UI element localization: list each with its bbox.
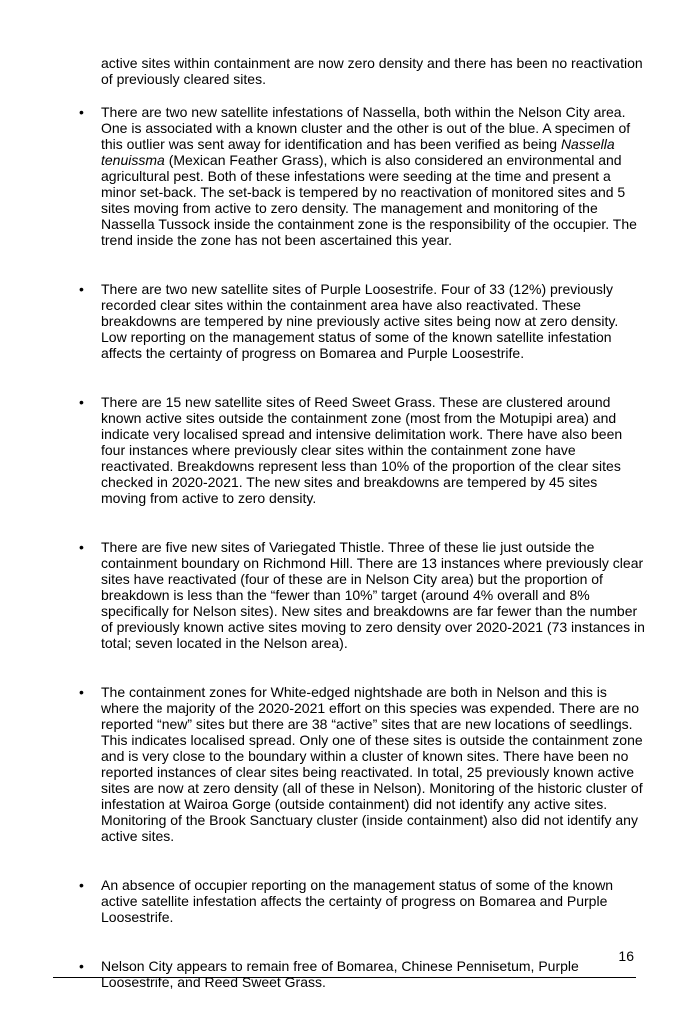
bullet-icon: • xyxy=(79,104,84,120)
list-item-text-part: An absence of occupier reporting on the management status of some of the known active satellite infestation affects the certainty of progress on Bomarea and Purple Loosestrife. xyxy=(101,877,614,925)
bullet-icon: • xyxy=(79,394,84,410)
list-item xyxy=(0,104,646,248)
list-item-text-part: The containment zones for White-edged nightshade are both in Nelson and this is where the majority of the 2020-2021 effort on this species was expended. There are no reported “new” sites but there are 38 “active” sites that are new locations of seedlings. This indicates localised spread. Only one of these sites is outside the containment zone and is very close to the boundary within a cluster of known sites. There have been no reported instances of clear sites being reactivated. In total, 25 previously known active sites are now at zero density (all of these in Nelson). Monitoring of the historic cluster of infestation at Wairoa Gorge (outside containment) did not identify any active sites. Monitoring of the Brook Sanctuary cluster (inside containment) also did not identify any active sites. xyxy=(101,684,643,844)
list-item-text xyxy=(101,539,646,651)
list-item-text-part: (Mexican Feather Grass), which is also considered an environmental and agricultural pest. Both of these infestations were seeding at the time and present a minor set-back. The set-back is tempered by no reactivation of monitored sites and 5 sites moving from active to zero density. The management and monitoring of the Nassella Tussock inside the containment zone is the responsibility of the occupier. The trend inside the zone has not been ascertained this year. xyxy=(101,152,637,248)
list-item-text-part: There are five new sites of Variegated Thistle. Three of these lie just outside the containment boundary on Richmond Hill. There are 13 instances where previously clear sites have reactivated (four of these are in Nelson City area) but the proportion of breakdown is less than the “fewer than 10%” target (around 4% overall and 8% specifically for Nelson sites). New sites and breakdowns are far fewer than the number of previously known active sites moving to zero density over 2020-2021 (73 instances in total; seven located in the Nelson area). xyxy=(101,539,645,651)
list-item-text xyxy=(101,104,646,248)
bullet-icon: • xyxy=(79,684,84,700)
list-item-text-part: There are two new satellite sites of Purple Loosestrife. Four of 33 (12%) previously recorded clear sites within the containment area have also reactivated. These breakdowns are tempered by nine previously active sites being now at zero density. Low reporting on the management status of some of the known satellite infestation affects the certainty of progress on Bomarea and Purple Loosestrife. xyxy=(101,281,619,361)
page-number: 16 xyxy=(618,948,634,964)
list-item xyxy=(0,684,646,844)
list-item xyxy=(0,394,646,506)
list-item-text xyxy=(101,877,646,925)
species-name: Nassella tenuissma xyxy=(101,136,615,168)
list-item-text-part: There are 15 new satellite sites of Reed Sweet Grass. These are clustered around known active sites outside the containment zone (most from the Motupipi area) and indicate very localised spread and intensive delimitation work. There have also been four instances where previously clear sites within the containment zone have reactivated. Breakdowns represent less than 10% of the proportion of the clear sites checked in 2020-2021. The new sites and breakdowns are tempered by 45 sites moving from active to zero density. xyxy=(101,394,623,506)
list-item-text-part: Nelson City appears to remain free of Bomarea, Chinese Pennisetum, Purple Loosestrife, and Reed Sweet Grass. xyxy=(101,958,579,990)
list-item xyxy=(0,281,646,361)
list-item-text xyxy=(101,394,646,506)
intro-paragraph: active sites within containment are now zero density and there has been no reactivation of previously cleared sites. xyxy=(101,55,643,87)
list-item xyxy=(0,958,646,990)
bullet-icon: • xyxy=(79,281,84,297)
list-item-text-part: There are two new satellite infestations of Nassella, both within the Nelson City area. One is associated with a known cluster and the other is out of the blue. A specimen of this outlier was sent away for identification and has been verified as being xyxy=(101,104,631,152)
bullet-icon: • xyxy=(79,539,84,555)
footer-divider xyxy=(53,977,636,978)
list-item-text xyxy=(101,958,646,990)
bullet-icon: • xyxy=(79,877,84,893)
bullet-list xyxy=(0,104,689,1023)
list-item xyxy=(0,539,646,651)
list-item-text xyxy=(101,281,646,361)
bullet-icon: • xyxy=(79,958,84,974)
list-item-text xyxy=(101,684,646,844)
list-item xyxy=(0,877,646,925)
